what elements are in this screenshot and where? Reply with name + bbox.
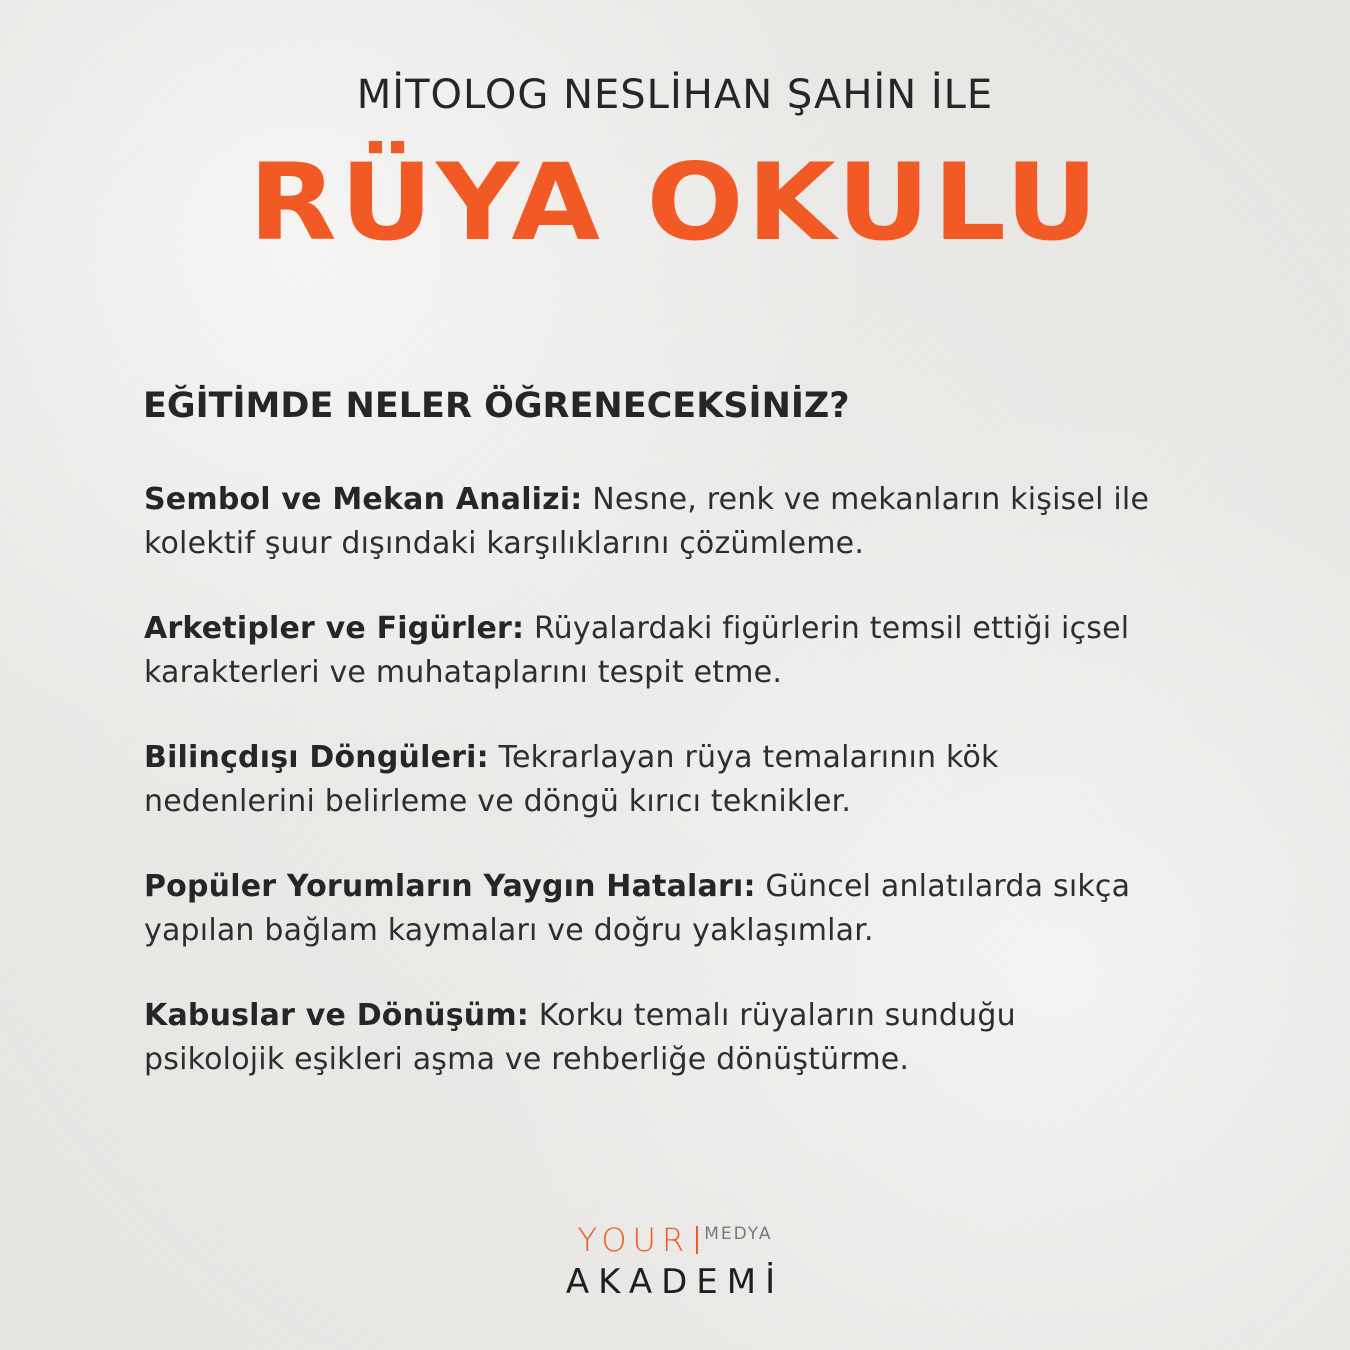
item-description: Güncel anlatılarda sıkça yapılan bağlam kaymaları ve doğru yaklaşımlar. — [144, 869, 1131, 948]
brand-logo — [0, 1222, 1350, 1302]
logo-akademi-text: AKADEMİ — [565, 1262, 785, 1302]
list-item — [144, 994, 1154, 1082]
event-title: RÜYA OKULU — [248, 141, 1102, 264]
item-label: Sembol ve Mekan Analizi: — [144, 482, 583, 517]
item-description: Tekrarlayan rüya temalarının kök nedenlerini belirleme ve döngü kırıcı teknikler. — [144, 740, 999, 819]
item-description: Nesne, renk ve mekanların kişisel ile kolektif şuur dışındaki karşılıklarını çözümleme. — [144, 482, 1150, 561]
item-label: Popüler Yorumların Yaygın Hataları: — [144, 869, 756, 904]
item-description: Rüyalardaki figürlerin temsil ettiği içsel karakterleri ve muhataplarını tespit etme. — [144, 611, 1130, 690]
logo-top-row — [578, 1222, 773, 1258]
section-heading: EĞİTİMDE NELER ÖĞRENECEKSİNİZ? — [143, 386, 850, 426]
item-label: Arketipler ve Figürler: — [144, 611, 525, 646]
item-description: Korku temalı rüyaların sunduğu psikolojik eşikleri aşma ve rehberliğe dönüştürme. — [144, 998, 1016, 1077]
item-label: Kabuslar ve Dönüşüm: — [144, 998, 529, 1033]
event-subtitle: MİTOLOG NESLİHAN ŞAHİN İLE — [356, 72, 994, 118]
logo-brand-text: YOUR — [577, 1221, 691, 1259]
list-item — [144, 607, 1154, 695]
list-item — [144, 736, 1154, 824]
list-item — [144, 478, 1154, 566]
logo-medya-text: MEDYA — [704, 1224, 773, 1244]
item-label: Bilinçdışı Döngüleri: — [144, 740, 489, 775]
list-item — [144, 865, 1154, 953]
logo-divider — [696, 1226, 698, 1254]
curriculum-list — [144, 478, 1154, 1123]
